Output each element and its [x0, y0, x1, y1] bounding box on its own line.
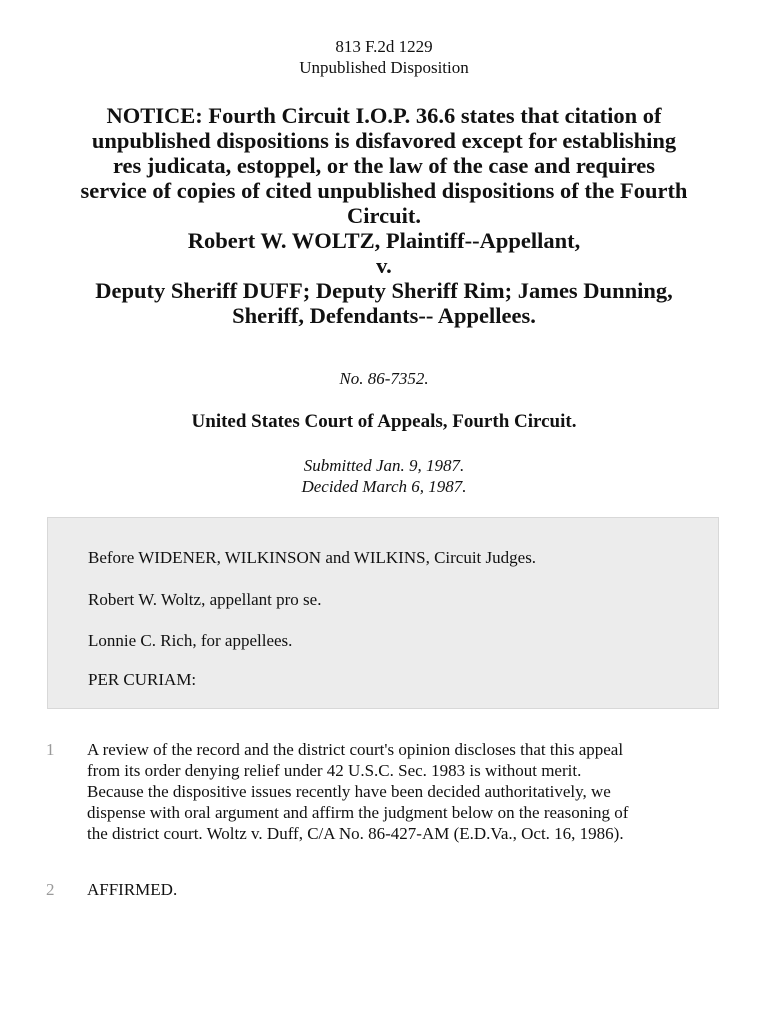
citation-block: [0, 36, 768, 78]
per-curiam: PER CURIAM:: [88, 670, 197, 689]
notice-line: Circuit.: [347, 203, 421, 228]
counsel-panel: [47, 517, 719, 709]
docket-number: No. 86-7352.: [339, 369, 429, 388]
paragraph-line: A review of the record and the district court's opinion discloses that this appeal: [87, 740, 624, 759]
paragraph-number: 2: [46, 880, 55, 899]
decided-date: Decided March 6, 1987.: [301, 477, 467, 496]
appellant-counsel: Robert W. Woltz, appellant pro se.: [88, 590, 322, 609]
notice-line: unpublished dispositions is disfavored except for establishing: [91, 128, 677, 153]
paragraph-text: [87, 739, 727, 844]
defendants-line: Deputy Sheriff DUFF; Deputy Sheriff Rim; James Dunning,: [95, 278, 673, 303]
paragraph-line: the district court. Woltz v. Duff, C/A No. 86-427-AM (E.D.Va., Oct. 16, 1986).: [87, 824, 624, 843]
notice-line: res judicata, estoppel, or the law of the case and requires: [112, 153, 656, 178]
notice-line: NOTICE: Fourth Circuit I.O.P. 36.6 states that citation of: [106, 103, 662, 128]
paragraph-text: [87, 879, 727, 900]
appellee-counsel: Lonnie C. Rich, for appellees.: [88, 631, 293, 650]
paragraph-number: 1: [46, 740, 55, 759]
paragraph-line: dispense with oral argument and affirm the judgment below on the reasoning of: [87, 803, 629, 822]
versus-line: v.: [376, 253, 392, 278]
case-title: [34, 103, 734, 328]
reporter-citation: 813 F.2d 1229: [335, 37, 433, 56]
defendants-line: Sheriff, Defendants-- Appellees.: [232, 303, 536, 328]
notice-line: service of copies of cited unpublished dispositions of the Fourth: [80, 178, 688, 203]
paragraph-line: AFFIRMED.: [87, 880, 178, 899]
court-name: United States Court of Appeals, Fourth Circuit.: [191, 411, 577, 432]
plaintiff-line: Robert W. WOLTZ, Plaintiff--Appellant,: [187, 228, 581, 253]
decision-dates: [0, 455, 768, 497]
disposition-label: Unpublished Disposition: [299, 58, 469, 77]
paragraph-line: from its order denying relief under 42 U.S.C. Sec. 1983 is without merit.: [87, 761, 582, 780]
paragraph-line: Because the dispositive issues recently have been decided authoritatively, we: [87, 782, 611, 801]
submitted-date: Submitted Jan. 9, 1987.: [303, 456, 465, 475]
judges-line: Before WIDENER, WILKINSON and WILKINS, Circuit Judges.: [88, 548, 537, 567]
